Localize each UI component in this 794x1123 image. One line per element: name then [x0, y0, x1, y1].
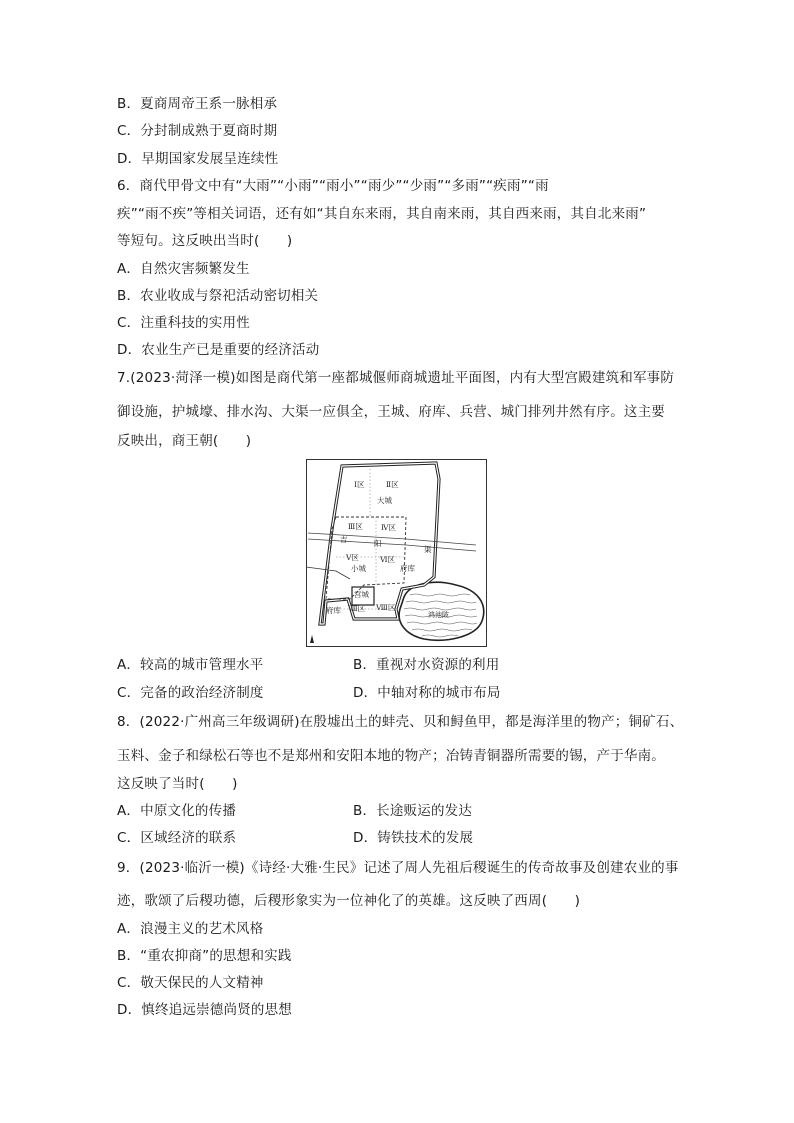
label-ji: 吉 [340, 535, 348, 544]
label-zone3: Ⅲ区 [348, 522, 363, 531]
label-zone7: Ⅶ区 [348, 604, 366, 613]
label-zone6: Ⅵ区 [380, 555, 396, 564]
label-zone2: Ⅱ区 [386, 480, 399, 489]
q9-stem-line1: 9．(2023·临沂一模)《诗经·大雅·生民》记述了周人先祖后稷诞生的传奇故事及创建农业的事 [117, 860, 679, 876]
q8-stem-line3: 这反映了当时( ) [117, 776, 238, 792]
label-lake: 鸿池陂 [428, 611, 449, 619]
label-palace: 宫城 [354, 590, 369, 599]
label-treasury-right: 府库 [400, 564, 415, 573]
q8-stem-line2: 玉料、金子和绿松石等也不是郑州和安阳本地的物产；冶铸青铜器所需要的锡，产于华南。 [117, 748, 665, 764]
q7-option-d: D．中轴对称的城市布局 [353, 685, 501, 701]
q6-option-b: B．农业收成与祭祀活动密切相关 [117, 288, 319, 304]
q9-option-b: B．“重农抑商”的思想和实践 [117, 948, 292, 964]
q6-stem-line1: 6．商代甲骨文中有“大雨”“小雨”“雨小”“雨少”“少雨”“多雨”“疾雨”“雨 [117, 178, 549, 194]
q7-stem-line3: 反映出，商王朝( ) [117, 433, 252, 449]
label-zone8: Ⅷ区 [376, 603, 396, 612]
q7-option-b: B．重视对水资源的利用 [353, 657, 500, 673]
q8-option-d: D．铸铁技术的发展 [353, 830, 474, 846]
q7-option-c: C．完备的政治经济制度 [117, 685, 264, 701]
q8-option-c: C．区域经济的联系 [117, 830, 237, 846]
label-big-city: 大城 [377, 496, 392, 505]
q6-stem-line3: 等短句。这反映出当时( ) [117, 233, 293, 249]
label-qu: 渠 [424, 545, 432, 554]
label-yang: 阳 [374, 539, 382, 548]
q5-option-d: D．早期国家发展呈连续性 [117, 151, 279, 167]
q9-option-a: A．浪漫主义的艺术风格 [117, 921, 264, 937]
q7-stem-line2: 御设施，护城壕、排水沟、大渠一应俱全，王城、府库、兵营、城门排列井然有序。这主要 [117, 404, 665, 420]
label-small-city: 小城 [351, 564, 366, 573]
q5-option-b: B．夏商周帝王系一脉相承 [117, 96, 278, 112]
q6-stem-line2: 疾”“雨不疾”等相关词语，还有如“其自东来雨，其自南来雨，其自西来雨，其自北来雨” [117, 206, 647, 222]
q8-option-b: B．长途贩运的发达 [353, 803, 473, 819]
label-treasury-left: 府库 [326, 606, 341, 615]
q5-option-c: C．分封制成熟于夏商时期 [117, 123, 278, 139]
q6-option-a: A．自然灾害频繁发生 [117, 261, 250, 277]
label-zone5: Ⅴ区 [346, 553, 359, 562]
q6-option-c: C．注重科技的实用性 [117, 315, 250, 331]
q8-option-a: A．中原文化的传播 [117, 803, 237, 819]
q9-option-d: D．慎终追远崇德尚贤的思想 [117, 1002, 292, 1018]
q7-option-a: A．较高的城市管理水平 [117, 657, 264, 673]
q8-stem-line1: 8．(2022·广州高三年级调研)在殷墟出土的蚌壳、贝和鲟鱼甲，都是海洋里的物产；铜矿石、 [117, 714, 684, 730]
q9-stem-line2: 迹，歌颂了后稷功德，后稷形象实为一位神化了的英雄。这反映了西周( ) [117, 893, 581, 909]
q7-stem-line1: 7.(2023·菏泽一模)如图是商代第一座都城偃师商城遗址平面图，内有大型宫殿建筑和军事防 [117, 370, 675, 386]
city-plan-map [306, 459, 487, 647]
label-zone1: Ⅰ区 [354, 480, 365, 489]
q6-option-d: D．农业生产已是重要的经济活动 [117, 342, 320, 358]
label-zone4: Ⅳ区 [381, 523, 396, 532]
q9-option-c: C．敬天保民的人文精神 [117, 975, 264, 991]
